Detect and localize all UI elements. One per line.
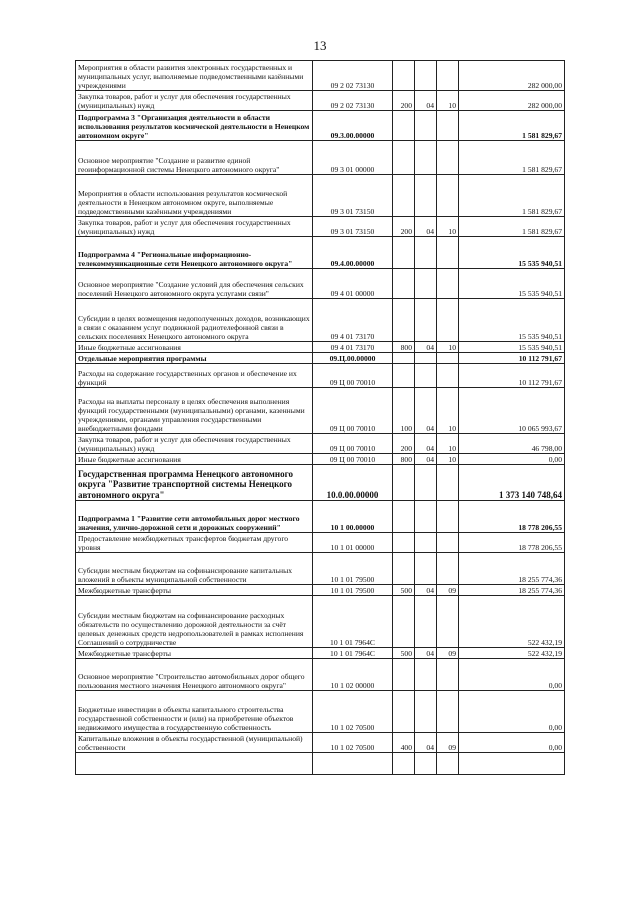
row-amount-cell: 18 255 774,36 — [459, 553, 565, 585]
table-row — [76, 585, 565, 596]
row-code-cell: 09 4 01 73170 — [313, 342, 393, 353]
row-expense-type-cell — [393, 501, 415, 533]
row-code-cell: 10 1 01 79500 — [313, 585, 393, 596]
row-name-cell: Основное мероприятие "Создание и развитие единой геоинформационной системы Ненецкого автономного округа" — [76, 141, 313, 175]
row-expense-type-cell — [393, 364, 415, 388]
row-code-cell: 09.Ц.00.00000 — [313, 353, 393, 364]
row-code-cell: 09.4.00.00000 — [313, 237, 393, 269]
row-name-cell: Закупка товаров, работ и услуг для обеспечения государственных (муниципальных) нужд — [76, 217, 313, 237]
empty-cell — [459, 753, 565, 775]
row-expense-type-cell — [393, 175, 415, 217]
row-subsection-cell — [437, 501, 459, 533]
row-section-cell: 04 — [415, 342, 437, 353]
table-row — [76, 353, 565, 364]
row-code-cell: 09 4 01 00000 — [313, 269, 393, 299]
row-expense-type-cell — [393, 353, 415, 364]
row-section-cell — [415, 61, 437, 91]
row-expense-type-cell — [393, 533, 415, 553]
row-expense-type-cell — [393, 596, 415, 648]
row-expense-type-cell — [393, 141, 415, 175]
table-row — [76, 111, 565, 141]
row-amount-cell: 1 581 829,67 — [459, 175, 565, 217]
row-name-cell: Расходы на выплаты персоналу в целях обеспечения выполнения функций государственными (муниципальными) органами, казенными учреждениями, органами управления государственными внебюджетными фондами — [76, 388, 313, 434]
row-expense-type-cell — [393, 553, 415, 585]
row-amount-cell: 282 000,00 — [459, 61, 565, 91]
row-expense-type-cell — [393, 465, 415, 501]
row-section-cell — [415, 596, 437, 648]
row-subsection-cell: 10 — [437, 434, 459, 454]
table-row — [76, 733, 565, 753]
row-amount-cell: 18 778 206,55 — [459, 533, 565, 553]
row-section-cell — [415, 553, 437, 585]
row-subsection-cell — [437, 465, 459, 501]
row-section-cell — [415, 175, 437, 217]
row-amount-cell: 15 535 940,51 — [459, 237, 565, 269]
row-amount-cell: 18 255 774,36 — [459, 585, 565, 596]
row-expense-type-cell: 200 — [393, 91, 415, 111]
row-expense-type-cell — [393, 299, 415, 342]
row-subsection-cell: 09 — [437, 733, 459, 753]
row-subsection-cell: 10 — [437, 91, 459, 111]
row-code-cell: 10 1 01 79500 — [313, 553, 393, 585]
row-expense-type-cell — [393, 111, 415, 141]
row-code-cell: 10 1 01 7964C — [313, 648, 393, 659]
row-expense-type-cell: 200 — [393, 217, 415, 237]
row-code-cell: 09 Ц 00 70010 — [313, 434, 393, 454]
row-subsection-cell: 10 — [437, 217, 459, 237]
row-subsection-cell — [437, 353, 459, 364]
row-section-cell: 04 — [415, 91, 437, 111]
row-amount-cell: 522 432,19 — [459, 596, 565, 648]
row-name-cell: Межбюджетные трансферты — [76, 648, 313, 659]
page-number: 13 — [313, 38, 327, 53]
row-code-cell: 10 1 00.00000 — [313, 501, 393, 533]
row-subsection-cell — [437, 299, 459, 342]
row-name-cell: Закупка товаров, работ и услуг для обеспечения государственных (муниципальных) нужд — [76, 434, 313, 454]
row-name-cell: Подпрограмма 4 "Региональные информационно-телекоммуникационные сети Ненецкого автономного округа" — [76, 237, 313, 269]
row-code-cell: 10 1 02 00000 — [313, 659, 393, 691]
row-subsection-cell — [437, 553, 459, 585]
row-code-cell: 09 3 01 73150 — [313, 217, 393, 237]
row-amount-cell: 10 112 791,67 — [459, 364, 565, 388]
row-amount-cell: 10 065 993,67 — [459, 388, 565, 434]
table-row — [76, 659, 565, 691]
row-code-cell: 09 Ц 00 70010 — [313, 364, 393, 388]
row-subsection-cell: 10 — [437, 342, 459, 353]
budget-table-body — [76, 61, 565, 775]
table-row — [76, 237, 565, 269]
row-name-cell: Бюджетные инвестиции в объекты капитального строительства государственной собственности и (или) на приобретение объектов недвижимого имущества в государственную собственность — [76, 691, 313, 733]
row-code-cell: 10.0.00.00000 — [313, 465, 393, 501]
row-expense-type-cell: 800 — [393, 454, 415, 465]
table-row — [76, 533, 565, 553]
row-name-cell: Закупка товаров, работ и услуг для обеспечения государственных (муниципальных) нужд — [76, 91, 313, 111]
row-amount-cell: 522 432,19 — [459, 648, 565, 659]
row-amount-cell: 0,00 — [459, 691, 565, 733]
row-amount-cell: 0,00 — [459, 659, 565, 691]
row-name-cell: Субсидии местным бюджетам на софинансирование расходных обязательств по осуществлению дорожной деятельности за счёт целевых денежных средств недропользователей в рамках исполнения Соглашений о сотрудничестве — [76, 596, 313, 648]
row-section-cell: 04 — [415, 585, 437, 596]
empty-cell — [76, 753, 313, 775]
empty-cell — [393, 753, 415, 775]
row-subsection-cell — [437, 364, 459, 388]
row-amount-cell: 282 000,00 — [459, 91, 565, 111]
table-row — [76, 553, 565, 585]
table-row — [76, 596, 565, 648]
row-section-cell — [415, 353, 437, 364]
row-section-cell — [415, 501, 437, 533]
row-subsection-cell — [437, 691, 459, 733]
row-code-cell: 09.3.00.00000 — [313, 111, 393, 141]
row-name-cell: Мероприятия в области развития электронных государственных и муниципальных услуг, выполняемые подведомственными казёнными учреждениями — [76, 61, 313, 91]
row-subsection-cell — [437, 175, 459, 217]
row-name-cell: Подпрограмма 3 "Организация деятельности в области использования результатов космической деятельности в Ненецком автономном округе" — [76, 111, 313, 141]
row-amount-cell: 1 581 829,67 — [459, 111, 565, 141]
row-subsection-cell — [437, 533, 459, 553]
table-row — [76, 91, 565, 111]
row-amount-cell: 0,00 — [459, 454, 565, 465]
table-row — [76, 434, 565, 454]
table-row — [76, 299, 565, 342]
row-section-cell: 04 — [415, 434, 437, 454]
row-subsection-cell: 10 — [437, 388, 459, 434]
row-section-cell — [415, 533, 437, 553]
row-name-cell: Подпрограмма 1 "Развитие сети автомобильных дорог местного значения, улично-дорожной сети и дорожных сооружений" — [76, 501, 313, 533]
row-expense-type-cell: 400 — [393, 733, 415, 753]
row-section-cell: 04 — [415, 217, 437, 237]
row-code-cell: 09 2 02 73130 — [313, 61, 393, 91]
row-code-cell: 09 4 01 73170 — [313, 299, 393, 342]
row-section-cell: 04 — [415, 454, 437, 465]
table-row — [76, 269, 565, 299]
row-amount-cell: 15 535 940,51 — [459, 342, 565, 353]
row-name-cell: Основное мероприятие "Создание условий для обеспечения сельских поселений Ненецкого автономного округа услугами связи" — [76, 269, 313, 299]
row-name-cell: Субсидии местным бюджетам на софинансирование капитальных вложений в объекты муниципальной собственности — [76, 553, 313, 585]
row-section-cell: 04 — [415, 733, 437, 753]
row-name-cell: Государственная программа Ненецкого автономного округа "Развитие транспортной системы Ненецкого автономного округа" — [76, 465, 313, 501]
row-expense-type-cell: 100 — [393, 388, 415, 434]
row-amount-cell: 1 373 140 748,64 — [459, 465, 565, 501]
table-row — [76, 501, 565, 533]
row-amount-cell: 0,00 — [459, 733, 565, 753]
row-name-cell: Основное мероприятие "Строительство автомобильных дорог общего пользования местного значения Ненецкого автономного округа" — [76, 659, 313, 691]
row-section-cell — [415, 659, 437, 691]
row-code-cell: 09 3 01 73150 — [313, 175, 393, 217]
row-code-cell: 10 1 01 00000 — [313, 533, 393, 553]
table-row — [76, 454, 565, 465]
row-code-cell: 10 1 02 70500 — [313, 733, 393, 753]
table-row — [76, 141, 565, 175]
row-section-cell: 04 — [415, 388, 437, 434]
row-code-cell: 10 1 02 70500 — [313, 691, 393, 733]
row-expense-type-cell — [393, 61, 415, 91]
empty-cell — [313, 753, 393, 775]
row-amount-cell: 15 535 940,51 — [459, 299, 565, 342]
row-name-cell: Иные бюджетные ассигнования — [76, 454, 313, 465]
empty-cell — [415, 753, 437, 775]
row-subsection-cell: 09 — [437, 648, 459, 659]
row-name-cell: Расходы на содержание государственных органов и обеспечение их функций — [76, 364, 313, 388]
row-section-cell: 04 — [415, 648, 437, 659]
row-code-cell: 09 2 02 73130 — [313, 91, 393, 111]
table-row — [76, 217, 565, 237]
table-row — [76, 388, 565, 434]
table-row — [76, 175, 565, 217]
row-subsection-cell — [437, 659, 459, 691]
table-row — [76, 465, 565, 501]
row-expense-type-cell — [393, 237, 415, 269]
row-subsection-cell — [437, 111, 459, 141]
row-name-cell: Субсидии в целях возмещения недополученных доходов, возникающих в связи с оказанием услуг подвижной радиотелефонной связи в сельских поселениях Ненецкого автономного округа — [76, 299, 313, 342]
row-subsection-cell — [437, 269, 459, 299]
budget-table — [75, 60, 565, 775]
row-expense-type-cell — [393, 269, 415, 299]
row-section-cell — [415, 237, 437, 269]
row-section-cell — [415, 299, 437, 342]
table-row — [76, 648, 565, 659]
row-section-cell — [415, 111, 437, 141]
table-row — [76, 61, 565, 91]
row-section-cell — [415, 691, 437, 733]
row-code-cell: 09 3 01 00000 — [313, 141, 393, 175]
row-name-cell: Предоставление межбюджетных трансфертов бюджетам другого уровня — [76, 533, 313, 553]
row-code-cell: 10 1 01 7964C — [313, 596, 393, 648]
row-name-cell: Межбюджетные трансферты — [76, 585, 313, 596]
row-expense-type-cell — [393, 691, 415, 733]
row-amount-cell: 46 798,00 — [459, 434, 565, 454]
row-section-cell — [415, 141, 437, 175]
row-subsection-cell — [437, 61, 459, 91]
row-amount-cell: 1 581 829,67 — [459, 141, 565, 175]
row-amount-cell: 10 112 791,67 — [459, 353, 565, 364]
row-name-cell: Отдельные мероприятия программы — [76, 353, 313, 364]
row-amount-cell: 18 778 206,55 — [459, 501, 565, 533]
row-name-cell: Капитальные вложения в объекты государственной (муниципальной) собственности — [76, 733, 313, 753]
row-amount-cell: 1 581 829,67 — [459, 217, 565, 237]
row-code-cell: 09 Ц 00 70010 — [313, 388, 393, 434]
row-subsection-cell — [437, 141, 459, 175]
row-name-cell: Мероприятия в области использования результатов космической деятельности в Ненецком автономном округе, выполняемые подведомственными казёнными учреждениями — [76, 175, 313, 217]
empty-cell — [437, 753, 459, 775]
row-expense-type-cell: 800 — [393, 342, 415, 353]
row-code-cell: 09 Ц 00 70010 — [313, 454, 393, 465]
row-subsection-cell — [437, 596, 459, 648]
row-expense-type-cell: 200 — [393, 434, 415, 454]
table-row — [76, 342, 565, 353]
row-expense-type-cell: 500 — [393, 585, 415, 596]
row-section-cell — [415, 465, 437, 501]
row-section-cell — [415, 269, 437, 299]
table-row — [76, 364, 565, 388]
row-expense-type-cell — [393, 659, 415, 691]
row-name-cell: Иные бюджетные ассигнования — [76, 342, 313, 353]
row-subsection-cell — [437, 237, 459, 269]
row-amount-cell: 15 535 940,51 — [459, 269, 565, 299]
table-empty-row — [76, 753, 565, 775]
table-row — [76, 691, 565, 733]
row-expense-type-cell: 500 — [393, 648, 415, 659]
row-section-cell — [415, 364, 437, 388]
row-subsection-cell: 10 — [437, 454, 459, 465]
row-subsection-cell: 09 — [437, 585, 459, 596]
